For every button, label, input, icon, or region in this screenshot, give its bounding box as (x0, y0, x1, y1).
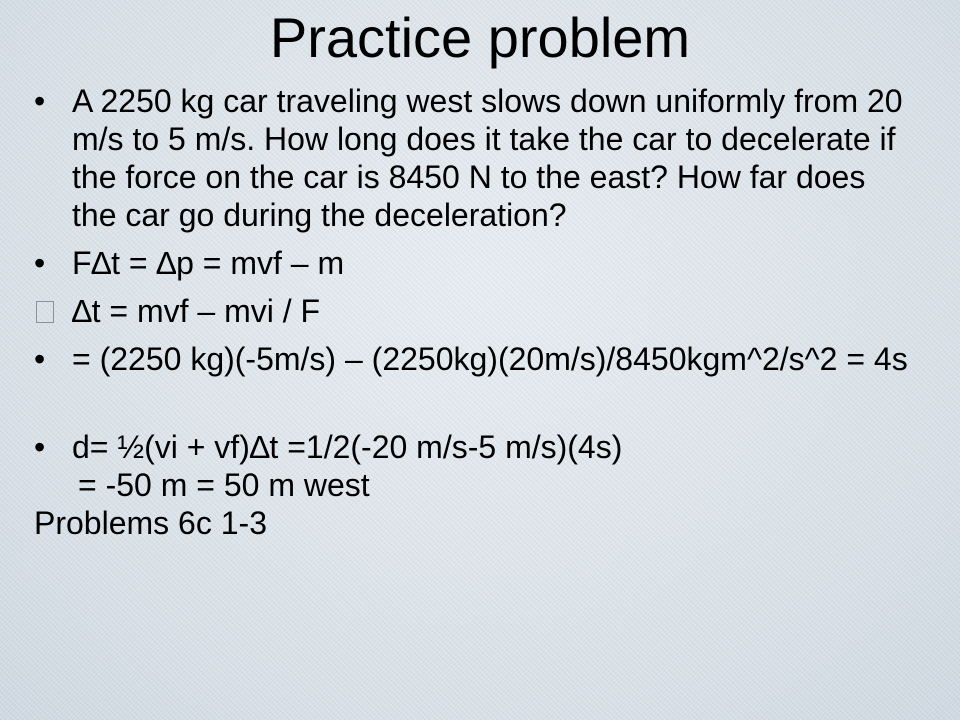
slide-title: Practice problem (269, 6, 691, 69)
problems-reference: Problems 6c 1-3 (34, 505, 267, 541)
problem-text: A 2250 kg car traveling west slows down uniformly from 20 m/s to 5 m/s. How long does it take the car to decelerate if the force on the car is 8450 N to the east? How far does the car go during the deceleration? (72, 83, 903, 233)
bullet-problem (34, 82, 914, 234)
distance-equation: d= ½(vi + vf)∆t =1/2(-20 m/s-5 m/s)(4s) (72, 429, 623, 465)
missing-glyph-box-icon (36, 301, 54, 323)
bullet-delta-t (34, 292, 914, 330)
bullet-substitution (34, 340, 914, 378)
impulse-equation: F∆t = ∆p = mvf – m (72, 245, 345, 281)
distance-result: = -50 m = 50 m west (78, 467, 370, 503)
bullet-marker: • (34, 341, 46, 377)
slide-body (34, 82, 914, 542)
substitution-equation: = (2250 kg)(-5m/s) – (2250kg)(20m/s)/8450kgm^2/s^2 = 4s (72, 341, 908, 377)
bullet-marker: • (34, 245, 46, 281)
bullet-impulse (34, 244, 914, 282)
bullet-distance (34, 428, 914, 466)
bullet-marker: • (34, 429, 46, 465)
bullet-marker: • (34, 83, 46, 119)
delta-t-equation: ∆t = mvf – mvi / F (72, 293, 321, 329)
